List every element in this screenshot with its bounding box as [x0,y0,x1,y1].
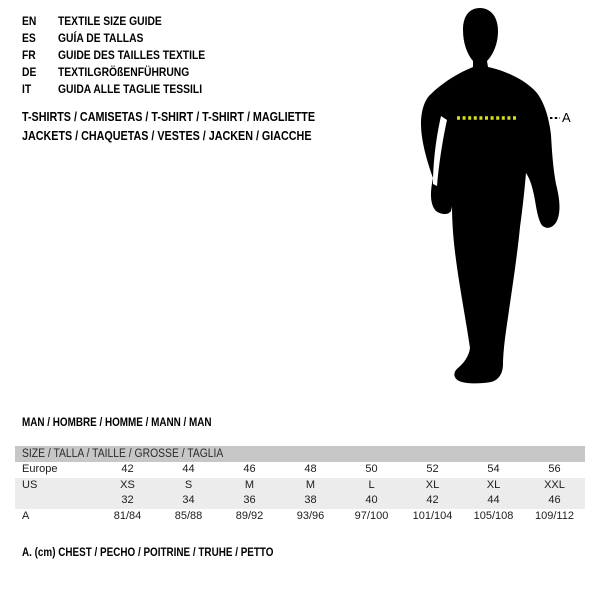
table-cell: 46 [243,463,256,475]
table-cell: 50 [365,463,378,475]
size-table-header [15,446,585,462]
table-cell: 46 [548,494,561,506]
table-cell: 44 [487,494,500,506]
man-silhouette-figure [400,0,590,400]
table-cell: XS [120,478,135,491]
row-label: A [22,509,30,522]
table-cell: 48 [304,463,317,475]
table-row [15,493,585,509]
table-cell: 42 [426,494,439,506]
table-cell: 54 [487,463,500,475]
language-code: ES [22,31,36,45]
size-table [15,446,585,524]
category-line-jackets [22,129,359,148]
table-row [15,478,585,494]
row-label: US [22,478,38,491]
row-label: Europe [22,463,58,475]
table-cell: 56 [548,463,561,475]
table-cell: XL [425,478,440,491]
table-cell: 40 [365,494,378,506]
table-cell: L [368,478,375,491]
table-cell: 38 [304,494,317,506]
table-row [15,462,585,478]
measurement-footnote-text: A. (cm) CHEST / PECHO / POITRINE / TRUHE / PETTO [22,547,274,559]
table-cell: XL [486,478,501,491]
table-cell: 85/88 [174,509,203,522]
table-cell: 34 [182,494,195,506]
row-label [15,493,97,509]
language-label: GUÍA DE TALLAS [58,31,144,45]
table-cell: M [305,478,316,491]
table-cell: 42 [121,463,134,475]
section-heading [22,417,242,429]
table-cell: 109/112 [535,509,574,522]
table-cell: 32 [121,494,134,506]
size-table-header-text: SIZE / TALLA / TAILLE / GRÖSSE / TAGLIA [22,448,224,460]
table-cell: 93/96 [296,509,325,522]
language-code: FR [22,48,36,62]
table-cell: 89/92 [235,509,264,522]
category-text: T-SHIRTS / CAMISETAS / T-SHIRT / T-SHIRT / MAGLIETTE [22,110,316,124]
table-cell: 105/108 [473,509,514,522]
language-code: IT [22,82,32,96]
table-cell: 101/104 [412,509,453,522]
table-cell: 44 [182,463,195,475]
table-cell: 97/100 [354,509,389,522]
measure-a-label: A [562,110,571,125]
table-cell: 36 [243,494,256,506]
table-cell: 81/84 [113,509,142,522]
language-label: GUIDE DES TAILLES TEXTILE [58,48,206,62]
category-text: JACKETS / CHAQUETAS / VESTES / JACKEN / GIACCHE [22,129,312,143]
man-silhouette-svg [400,0,590,400]
language-code: EN [22,14,37,28]
language-label: TEXTILGRÖßENFÜHRUNG [58,65,190,79]
table-cell: M [244,478,255,491]
table-cell: XXL [544,478,565,491]
section-heading-text: MAN / HOMBRE / HOMME / MANN / MAN [22,417,212,429]
table-cell: 52 [426,463,439,475]
table-cell: S [184,478,193,491]
category-line-tshirts [22,110,363,129]
language-label: GUIDA ALLE TAGLIE TESSILI [58,82,203,96]
language-label: TEXTILE SIZE GUIDE [58,14,162,28]
measurement-footnote [22,547,314,559]
size-table-body [15,462,585,524]
language-code: DE [22,65,37,79]
man-silhouette-path [421,8,559,383]
table-row [15,509,585,525]
